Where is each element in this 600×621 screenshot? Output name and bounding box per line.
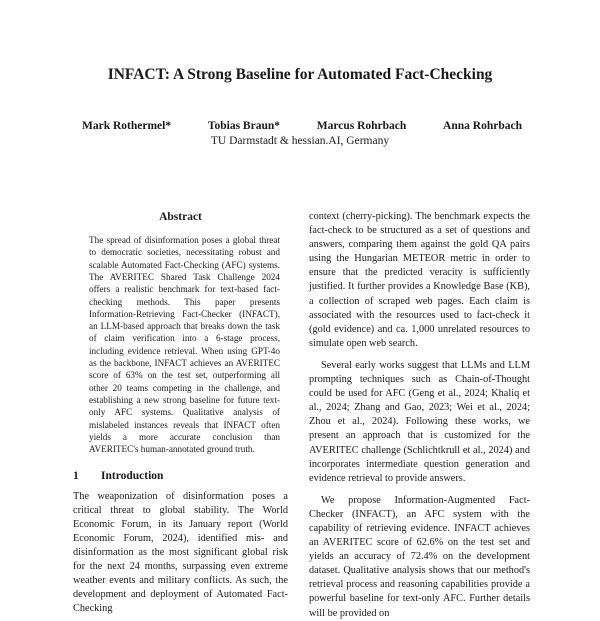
body-paragraph: Several early works suggest that LLMs and LLM prompting techniques such as Chain-of-Thought could be used for AFC (Geng et al., 2024; Khaliq et al., 2024; Zhang and Gao, 2023; Wei et al., 2024; Zhou et al., 2024). Following these works, we present an approach that is customized for the AVERITEC challenge (Schlichtkrull et al., 2024) and incorporates intermediate question generation and evidence retrieval to provide answers. xyxy=(309,359,530,484)
section-number: 1 xyxy=(73,470,79,483)
left-column xyxy=(73,210,288,616)
abstract-heading: Abstract xyxy=(159,211,202,223)
intro-paragraph: The weaponization of disinformation poses a critical threat to global stability. The World Economic Forum, in its January report (World Economic Forum, 2024), identified mis- and disinformation as the most significant global risk for the next 24 months, surpassing even extreme weather events and military conflicts. As such, the development and deployment of Automated Fact-Checking xyxy=(73,490,288,615)
author-name: Anna Rohrbach xyxy=(443,120,522,132)
affiliation: TU Darmstadt & hessian.AI, Germany xyxy=(210,135,390,147)
abstract-text: The spread of disinformation poses a global threat to democratic societies, necessitating robust and scalable Automated Fact-Checking (AFC) systems. The AVERITEC Shared Task Challenge 2024 offers a realistic benchmark for text-based fact-checking methods. This paper presents Information-Retrieving Fact-Checker (INFACT), an LLM-based approach that breaks down the task of claim verification into a 6-stage process, including evidence retrieval. When using GPT-4o as the backbone, INFACT achieves an AVERITEC score of 63% on the test set, outperforming all other 20 teams competing in the challenge, and establishing a new strong baseline for future text-only AFC systems. Qualitative analysis of mislabeled instances reveals that INFACT often yields a more accurate conclusion than AVERITEC's human-annotated ground truth. xyxy=(89,235,280,455)
right-column xyxy=(309,210,530,621)
body-paragraph: We propose Information-Augmented Fact-Checker (INFACT), an AFC system with the capability of retrieving evidence. INFACT achieves an AVERITEC score of 62.6% on the test set and yields an accuracy of 72.4% on the development dataset. Qualitative analysis shows that our method's retrieval process and reasoning capabilities provide a powerful baseline for text-only AFC. Further details will be provided on xyxy=(309,494,530,619)
body-paragraph: context (cherry-picking). The benchmark expects the fact-check to be structured as a set of questions and answers, comparing them against the gold QA pairs using the Hungarian METEOR metric in order to ensure that the predicted veracity is sufficiently justified. It further provides a Knowledge Base (KB), a collection of scraped web pages. Each claim is associated with the resources used to fact-check it (gold evidence) and ca. 1,000 unrelated resources to simulate open web search. xyxy=(309,211,530,349)
author-name: Marcus Rohrbach xyxy=(316,120,407,132)
section-heading xyxy=(73,469,288,483)
paper-title: INFACT: A Strong Baseline for Automated Fact-Checking xyxy=(107,66,493,83)
author-list xyxy=(82,120,522,132)
author-name: Tobias Braun* xyxy=(207,120,280,132)
section-title: Introduction xyxy=(101,470,164,483)
author-name: Mark Rothermel* xyxy=(82,120,172,132)
